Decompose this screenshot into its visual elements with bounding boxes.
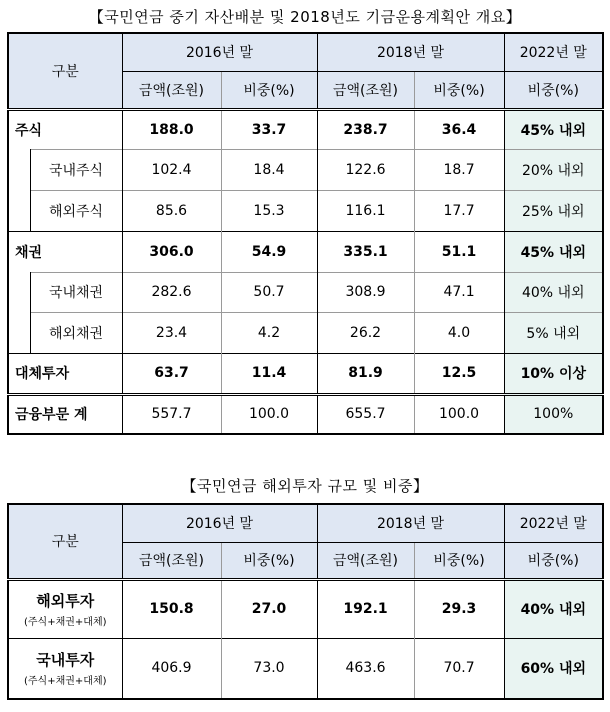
ratio-2016: 54.9 (221, 231, 317, 272)
row-label: 국내채권 (30, 272, 122, 312)
header-2018-amount: 금액(조원) (317, 542, 414, 579)
header-2022-ratio: 비중(%) (504, 71, 603, 109)
row-label (8, 579, 122, 638)
header-2018-ratio: 비중(%) (414, 542, 504, 579)
ratio-2018: 17.7 (414, 190, 504, 231)
table-row (8, 394, 603, 434)
row-label: 국내주식 (30, 149, 122, 190)
ratio-2016: 11.4 (221, 353, 317, 394)
amount-2016: 23.4 (122, 312, 221, 353)
table-row (8, 231, 603, 272)
amount-2018: 335.1 (317, 231, 414, 272)
header-category: 구분 (8, 33, 122, 109)
ratio-2016: 50.7 (221, 272, 317, 312)
ratio-2016: 33.7 (221, 109, 317, 149)
amount-2018: 238.7 (343, 121, 388, 138)
ratio-2018: 36.4 (414, 109, 504, 149)
row-label-main: 해외투자 (36, 592, 95, 610)
ratio-2018: 70.7 (414, 638, 504, 699)
amount-2018: 655.7 (317, 394, 414, 434)
ratio-2022: 10% 이상 (504, 353, 603, 394)
row-label (8, 638, 122, 699)
ratio-2018: 4.0 (414, 312, 504, 353)
table2-title: 【국민연금 해외투자 규모 및 비중】 (181, 477, 429, 495)
amount-2018: 308.9 (317, 272, 414, 312)
ratio-2022: 25% 내외 (504, 190, 603, 231)
amount-2016: 557.7 (122, 394, 221, 434)
ratio-2016: 4.2 (221, 312, 317, 353)
amount-2016: 188.0 (149, 121, 194, 138)
ratio-2016: 27.0 (221, 579, 317, 638)
header-2016-ratio: 비중(%) (221, 542, 317, 579)
overseas-investment-table (7, 503, 604, 700)
amount-2016: 63.7 (122, 353, 221, 394)
amount-2016: 282.6 (122, 272, 221, 312)
ratio-2018: 100.0 (414, 394, 504, 434)
amount-2018: 81.9 (317, 353, 414, 394)
header-category: 구분 (8, 504, 122, 579)
table-row (8, 579, 603, 638)
header-2018: 2018년 말 (317, 504, 504, 542)
table-row (8, 638, 603, 699)
row-label-sub: (주식+채권+대체) (23, 676, 107, 688)
table1-title: 【국민연금 중기 자산배분 및 2018년도 기금운용계획안 개요】 (88, 8, 522, 26)
header-2016-amount: 금액(조원) (122, 71, 221, 109)
amount-2016: 85.6 (122, 190, 221, 231)
amount-2018: 192.1 (343, 601, 388, 617)
header-2016: 2016년 말 (122, 504, 317, 542)
row-label: 주식 (8, 109, 122, 149)
table-row (8, 272, 603, 312)
amount-2018: 463.6 (317, 638, 414, 699)
amount-2016: 306.0 (122, 231, 221, 272)
ratio-2022: 45% 내외 (504, 231, 603, 272)
header-2018-ratio: 비중(%) (414, 71, 504, 109)
ratio-2022: 100% (504, 394, 603, 434)
header-2022-ratio: 비중(%) (504, 542, 603, 579)
amount-2018: 122.6 (317, 149, 414, 190)
ratio-2022: 20% 내외 (504, 149, 603, 190)
row-label: 채권 (8, 231, 122, 272)
header-2018-amount: 금액(조원) (317, 71, 414, 109)
ratio-2022: 45% 내외 (504, 109, 603, 149)
ratio-2016: 18.4 (221, 149, 317, 190)
table-row (8, 312, 603, 353)
header-2018: 2018년 말 (317, 33, 504, 71)
ratio-2018: 18.7 (414, 149, 504, 190)
ratio-2016: 15.3 (221, 190, 317, 231)
row-label: 금융부문 계 (8, 394, 122, 434)
ratio-2016: 73.0 (221, 638, 317, 699)
header-2016-amount: 금액(조원) (122, 542, 221, 579)
row-label: 해외주식 (30, 190, 122, 231)
ratio-2016: 100.0 (221, 394, 317, 434)
ratio-2018: 12.5 (414, 353, 504, 394)
amount-2016: 150.8 (149, 601, 194, 617)
amount-2018: 26.2 (317, 312, 414, 353)
row-label: 대체투자 (8, 353, 122, 394)
ratio-2022: 60% 내외 (504, 638, 603, 699)
header-2016: 2016년 말 (122, 33, 317, 71)
table-row (8, 353, 603, 394)
amount-2016: 102.4 (122, 149, 221, 190)
row-label: 해외채권 (30, 312, 122, 353)
row-label-sub: (주식+채권+대체) (23, 617, 107, 628)
row-label-main: 국내투자 (36, 651, 95, 670)
header-2022: 2022년 말 (504, 33, 603, 71)
ratio-2018: 47.1 (414, 272, 504, 312)
ratio-2022: 40% 내외 (504, 272, 603, 312)
amount-2018: 116.1 (317, 190, 414, 231)
table-row (8, 190, 603, 231)
header-2022: 2022년 말 (504, 504, 603, 542)
ratio-2022: 40% 내외 (504, 579, 603, 638)
amount-2016: 406.9 (122, 638, 221, 699)
ratio-2018: 29.3 (414, 579, 504, 638)
asset-allocation-table (7, 32, 604, 435)
header-2016-ratio: 비중(%) (221, 71, 317, 109)
table-row (8, 109, 603, 149)
ratio-2018: 51.1 (414, 231, 504, 272)
ratio-2022: 5% 내외 (504, 312, 603, 353)
table-row (8, 149, 603, 190)
